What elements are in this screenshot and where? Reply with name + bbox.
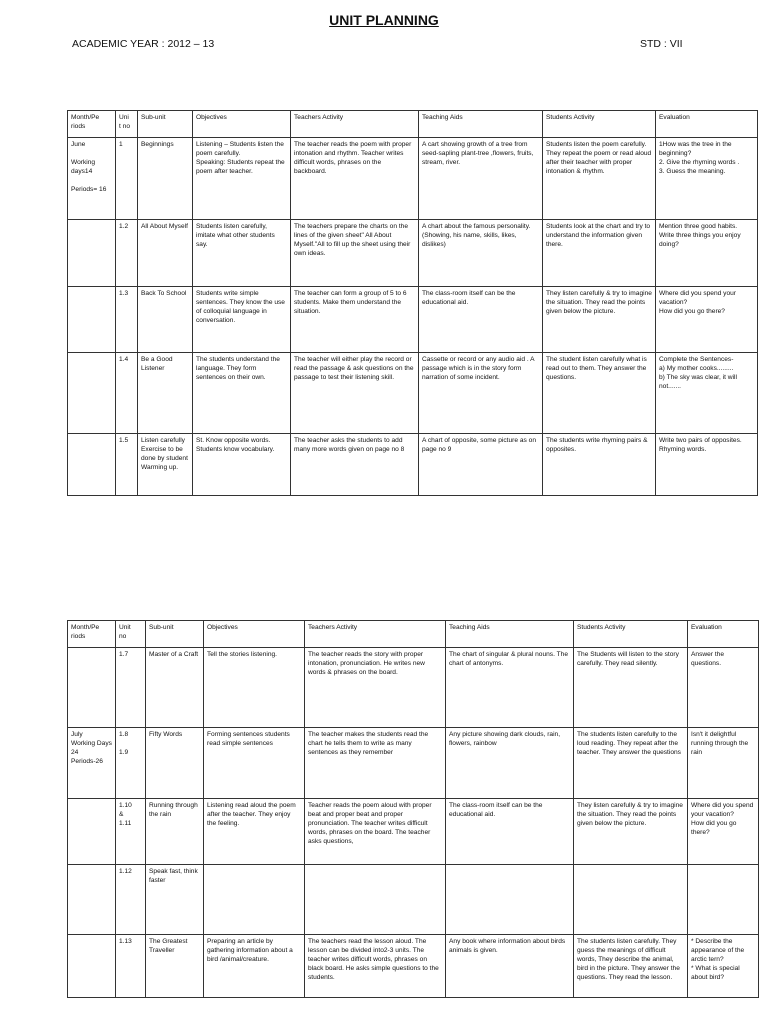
cell: A chart of opposite, some picture as on page no 9	[419, 434, 543, 496]
cell: A cart showing growth of a tree from seed-sapling plant-tree ,flowers, fruits, stream, river.	[419, 138, 543, 220]
cell: The class-room itself can be the educational aid.	[419, 287, 543, 353]
page-title: UNIT PLANNING	[329, 12, 439, 28]
table-header-row	[68, 621, 759, 648]
cell: Any book where information about birds animals is given.	[446, 935, 574, 998]
cell: Students write simple sentences. They know the use of colloquial language in conversation.	[193, 287, 291, 353]
cell: Forming sentences students read simple sentences	[204, 728, 305, 799]
cell	[688, 865, 759, 935]
cell: The class-room itself can be the educational aid.	[446, 799, 574, 865]
table-row	[68, 287, 758, 353]
cell: The teacher reads the story with proper intonation, pronunciation. He writes new words & phrases on the board.	[305, 648, 446, 728]
cell: July Working Days 24 Periods-26	[68, 728, 116, 799]
cell: 1.7	[116, 648, 146, 728]
cell: The teachers read the lesson aloud. The lesson can be divided into2-3 units. The teacher writes difficult words, phrases on black board. He asks simple questions to the students.	[305, 935, 446, 998]
cell: The teacher asks the students to add many more words given on page no 8	[291, 434, 419, 496]
header-month: Month/Pe riods	[68, 621, 116, 648]
cell: * Describe the appearance of the arctic tern? * What is special about bird?	[688, 935, 759, 998]
cell: The Students will listen to the story carefully. They read silently.	[574, 648, 688, 728]
cell	[204, 865, 305, 935]
unit-plan-table-1	[67, 110, 758, 496]
table-row	[68, 138, 758, 220]
header-sub-unit: Sub-unit	[146, 621, 204, 648]
table-row	[68, 220, 758, 287]
cell: The teacher can form a group of 5 to 6 students. Make them understand the situation.	[291, 287, 419, 353]
cell: The students listen carefully. They guess the meanings of difficult words, They describe the animal, bird in the picture. They answer the questions. They read the lesson.	[574, 935, 688, 998]
cell: The Greatest Traveller	[146, 935, 204, 998]
header-sub-unit: Sub-unit	[138, 111, 193, 138]
cell	[68, 287, 116, 353]
standard-label: STD : VII	[640, 38, 683, 50]
cell: 1How was the tree in the beginning? 2. Give the rhyming words . 3. Guess the meaning.	[656, 138, 758, 220]
cell	[446, 865, 574, 935]
cell: Running through the rain	[146, 799, 204, 865]
cell: The chart of singular & plural nouns. The chart of antonyms.	[446, 648, 574, 728]
cell: A chart about the famous personality.(Showing, his name, skills, likes, dislikes)	[419, 220, 543, 287]
cell	[68, 865, 116, 935]
cell: Teacher reads the poem aloud with proper beat and proper beat and proper pronunciation. The teacher writes difficult words, phrases on the board. The teacher asks questions,	[305, 799, 446, 865]
cell: The students write rhyming pairs & opposites.	[543, 434, 656, 496]
table-row	[68, 865, 759, 935]
cell: The students understand the language. They form sentences on their own.	[193, 353, 291, 434]
cell: Beginnings	[138, 138, 193, 220]
cell: Mention three good habits. Write three things you enjoy doing?	[656, 220, 758, 287]
header-unit-no: Uni t no	[116, 111, 138, 138]
cell: Students listen the poem carefully. They repeat the poem or read aloud after their teacher with proper intonation & rhythm.	[543, 138, 656, 220]
cell: 1.3	[116, 287, 138, 353]
table-row	[68, 353, 758, 434]
cell	[574, 865, 688, 935]
unit-plan-table-2	[67, 620, 759, 998]
cell: 1.10 & 1.11	[116, 799, 146, 865]
header-teaching-aids: Teaching Aids	[446, 621, 574, 648]
table-row	[68, 799, 759, 865]
header-objectives: Objectives	[204, 621, 305, 648]
table-row	[68, 648, 759, 728]
cell: Be a Good Listener	[138, 353, 193, 434]
header-evaluation: Evaluation	[656, 111, 758, 138]
header-month: Month/Pe riods	[68, 111, 116, 138]
header-unit-no: Unit no	[116, 621, 146, 648]
cell: Back To School	[138, 287, 193, 353]
cell: St. Know opposite words. Students know vocabulary.	[193, 434, 291, 496]
cell: They listen carefully & try to imagine the situation. They read the points given below the picture.	[574, 799, 688, 865]
cell	[68, 353, 116, 434]
cell: The students listen carefully to the loud reading. They repeat after the teacher. They answer the questions	[574, 728, 688, 799]
header-teachers-activity: Teachers Activity	[305, 621, 446, 648]
cell: Listening read aloud the poem after the teacher. They enjoy the feeling.	[204, 799, 305, 865]
cell: June Working days14 Periods= 16	[68, 138, 116, 220]
cell: Tell the stories listening.	[204, 648, 305, 728]
table-row	[68, 434, 758, 496]
table-row	[68, 728, 759, 799]
cell: The teacher makes the students read the chart he tells them to write as many sentences as they remember	[305, 728, 446, 799]
cell: Speak fast, think faster	[146, 865, 204, 935]
cell	[68, 648, 116, 728]
cell: Answer the questions.	[688, 648, 759, 728]
cell: They listen carefully & try to imagine the situation. They read the points given below the picture.	[543, 287, 656, 353]
cell: Any picture showing dark clouds, rain, flowers, rainbow	[446, 728, 574, 799]
cell	[68, 434, 116, 496]
cell: The student listen carefully what is read out to them. They answer the questions.	[543, 353, 656, 434]
cell	[305, 865, 446, 935]
cell: Master of a Craft	[146, 648, 204, 728]
cell: 1.13	[116, 935, 146, 998]
cell: Cassette or record or any audio aid . A passage which is in the story form narration of some incident.	[419, 353, 543, 434]
cell	[68, 799, 116, 865]
cell: 1.4	[116, 353, 138, 434]
table-header-row	[68, 111, 758, 138]
header-students-activity: Students Activity	[543, 111, 656, 138]
cell: Preparing an article by gathering information about a bird /animal/creature.	[204, 935, 305, 998]
cell: Listening – Students listen the poem carefully. Speaking: Students repeat the poem after teacher.	[193, 138, 291, 220]
academic-year: ACADEMIC YEAR : 2012 – 13	[72, 38, 215, 50]
header-teachers-activity: Teachers Activity	[291, 111, 419, 138]
cell: All About Myself	[138, 220, 193, 287]
cell: Write two pairs of opposites. Rhyming words.	[656, 434, 758, 496]
header-students-activity: Students Activity	[574, 621, 688, 648]
cell: 1.8 1.9	[116, 728, 146, 799]
cell: Students listen carefully, imitate what other students say.	[193, 220, 291, 287]
cell	[68, 935, 116, 998]
cell: 1	[116, 138, 138, 220]
cell	[68, 220, 116, 287]
cell: The teacher will either play the record or read the passage & ask questions on the passage to test their listening skill.	[291, 353, 419, 434]
cell: Isn't it delightful running through the rain	[688, 728, 759, 799]
cell: The teachers prepare the charts on the lines of the given sheet" All About Myself."All to fill up the sheet using their own ideas.	[291, 220, 419, 287]
cell: 1.2	[116, 220, 138, 287]
cell: The teacher reads the poem with proper intonation and rhythm. Teacher writes difficult words, phrases on the backboard.	[291, 138, 419, 220]
header-evaluation: Evaluation	[688, 621, 759, 648]
cell: 1.12	[116, 865, 146, 935]
table-row	[68, 935, 759, 998]
header-teaching-aids: Teaching Aids	[419, 111, 543, 138]
cell: 1.5	[116, 434, 138, 496]
cell: Fifty Words	[146, 728, 204, 799]
header-objectives: Objectives	[193, 111, 291, 138]
cell: Where did you spend your vacation? How did you go there?	[688, 799, 759, 865]
cell: Where did you spend your vacation? How did you go there?	[656, 287, 758, 353]
cell: Students look at the chart and try to understand the information given there.	[543, 220, 656, 287]
cell: Complete the Sentences- a) My mother cooks......... b) The sky was clear, it will not.......	[656, 353, 758, 434]
cell: Listen carefully Exercise to be done by student Warming up.	[138, 434, 193, 496]
